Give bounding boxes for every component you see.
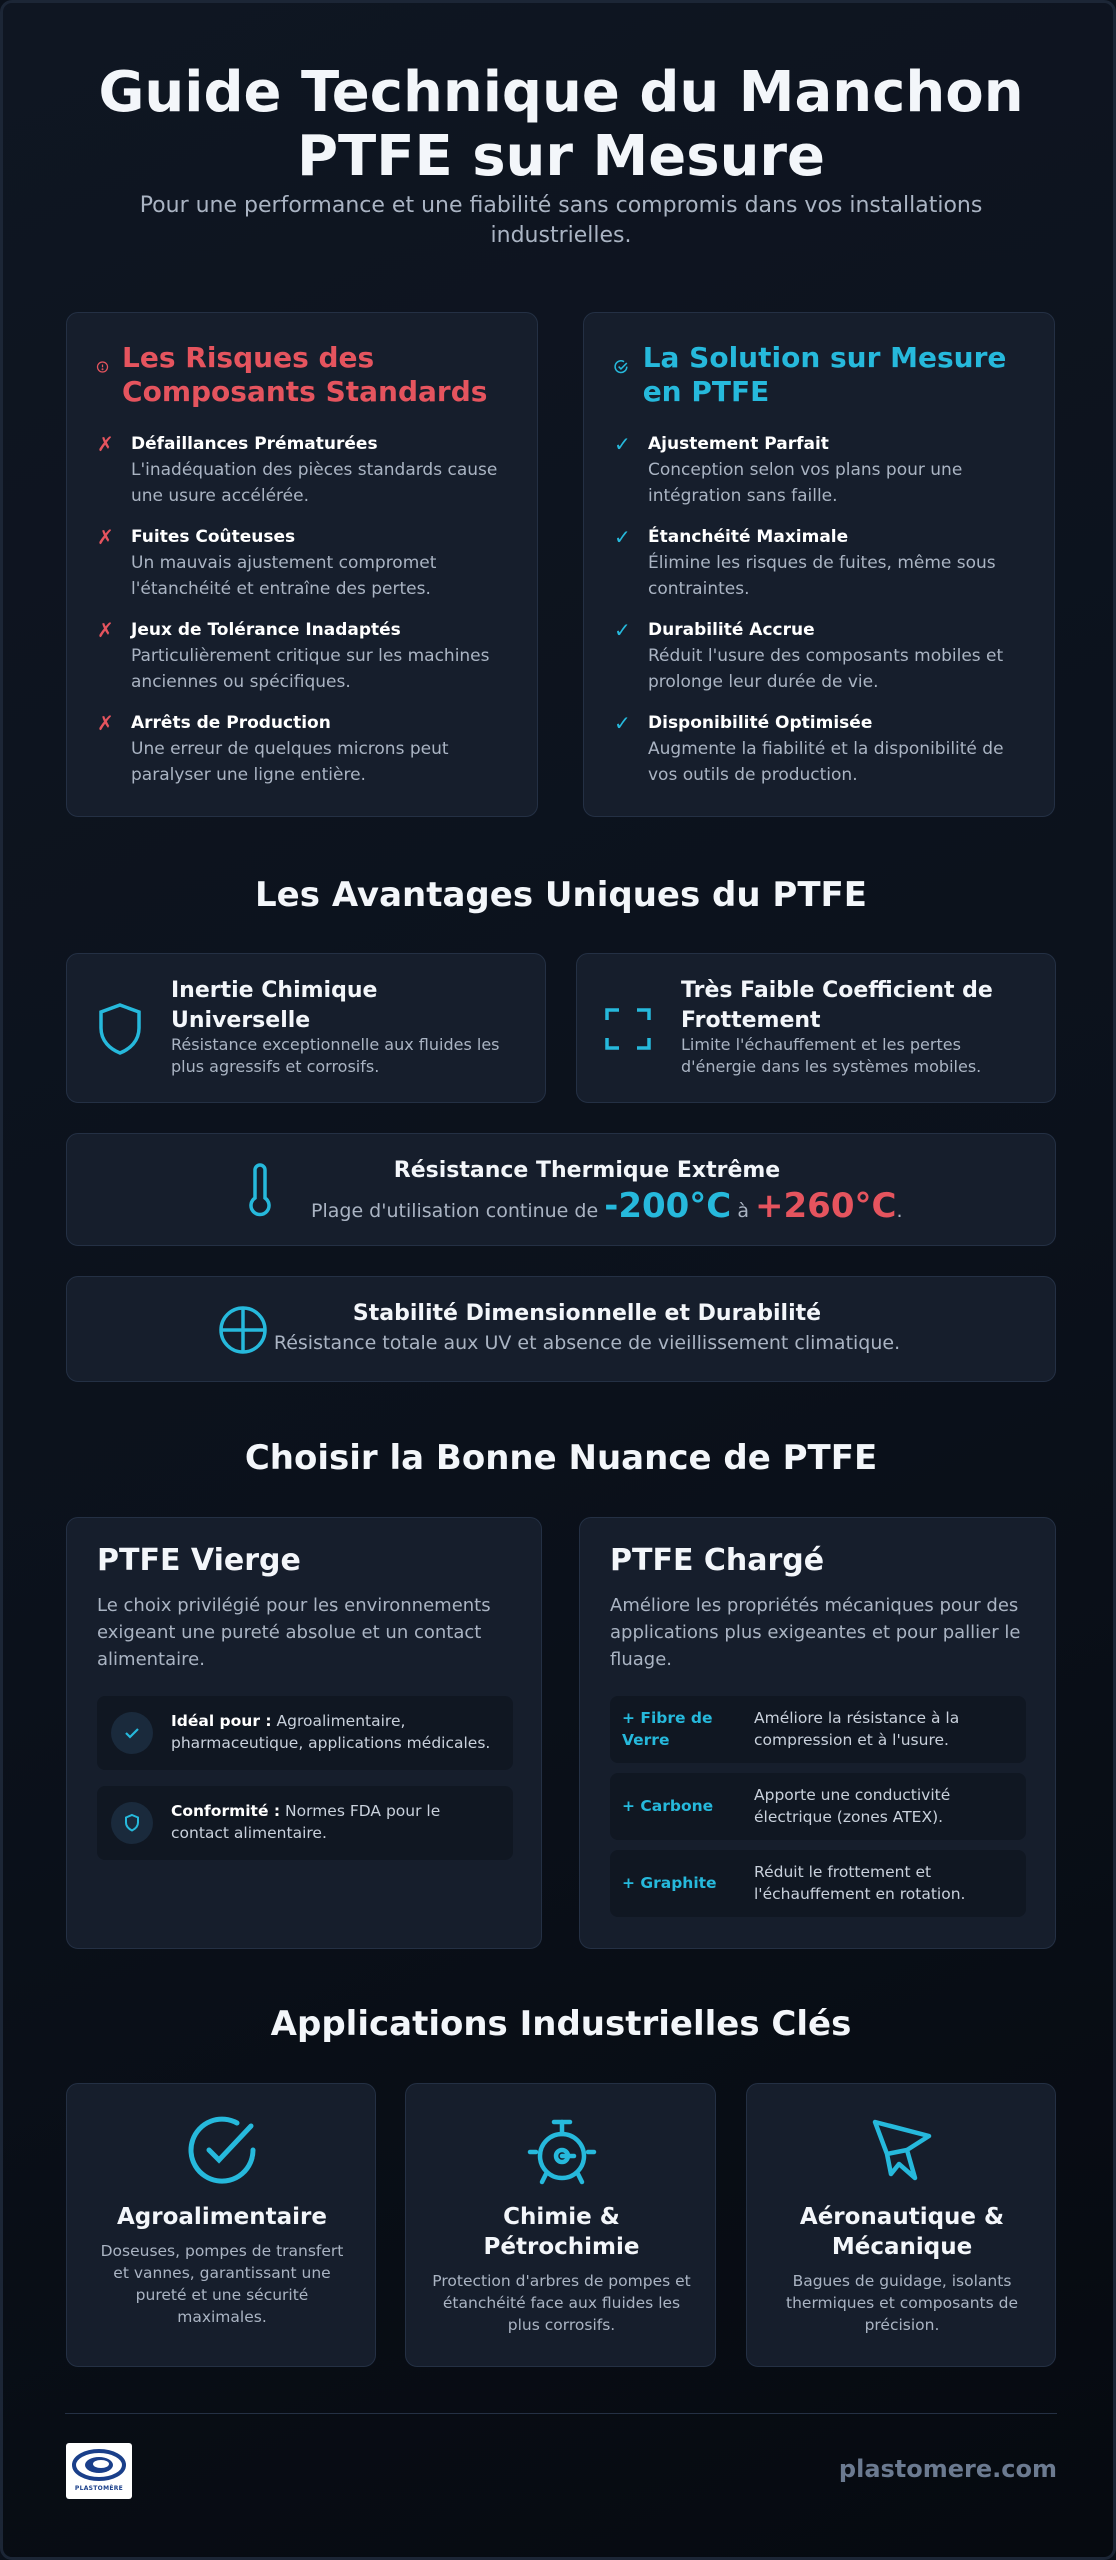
grades-heading: Choisir la Bonne Nuance de PTFE [244, 1438, 878, 1478]
application-text: Bagues de guidage, isolants thermiques et composants de précision. [786, 2272, 1018, 2334]
title-line-1: Guide Technique du Manchon [98, 60, 1024, 125]
grade-title: PTFE Chargé [610, 1543, 825, 1578]
scan-frame-icon [603, 1006, 653, 1052]
filler-row [610, 1696, 1026, 1763]
note-text [171, 1710, 501, 1754]
check-circle-icon [185, 2114, 259, 2188]
title-line-2: PTFE sur Mesure [296, 124, 826, 189]
list-item [614, 431, 1034, 509]
check-icon: ✓ [614, 711, 631, 735]
advantage-title: Inertie Chimique Universelle [171, 978, 378, 1033]
application-text: Protection d'arbres de pompes et étanchéité face aux fluides les plus corrosifs. [432, 2272, 691, 2334]
thermal-max-value: +260°C [755, 1186, 897, 1226]
shield-icon [95, 1001, 145, 1057]
logo-text: PLASTOMÈRE [74, 2485, 124, 2492]
solution-title: La Solution sur Mesure en PTFE [642, 341, 1007, 408]
risk-text: Particulièrement critique sur les machines anciennes ou spécifiques. [131, 646, 490, 692]
note-label: Idéal pour : [171, 1712, 272, 1730]
solution-item-title: Étanchéité Maximale [648, 527, 849, 547]
risk-text: Un mauvais ajustement compromet l'étanchéité et entraîne des pertes. [131, 553, 437, 599]
risks-card [66, 312, 538, 817]
filler-name: + Graphite [622, 1874, 717, 1892]
grade-text: Le choix privilégié pour les environnements exigeant une pureté absolue et un contact alimentaire. [97, 1595, 491, 1670]
advantage-thermal-card [66, 1133, 1056, 1246]
grade-virgin-card [66, 1517, 542, 1949]
application-text: Doseuses, pompes de transfert et vannes, garantissant une pureté et une sécurité maximales. [100, 2242, 344, 2326]
advantage-title: Résistance Thermique Extrême [393, 1158, 781, 1183]
risk-title: Jeux de Tolérance Inadaptés [131, 620, 401, 640]
note-value: Normes FDA pour le contact alimentaire. [171, 1802, 441, 1842]
filler-text: Apporte une conductivité électrique (zones ATEX). [754, 1786, 951, 1826]
solution-item-text: Élimine les risques de fuites, même sous contraintes. [648, 553, 996, 599]
crosshair-circle-icon [217, 1304, 269, 1356]
grade-filled-card [579, 1517, 1056, 1949]
advantage-text: Résistance exceptionnelle aux fluides les plus agressifs et corrosifs. [171, 1035, 500, 1076]
footer-divider [65, 2413, 1057, 2414]
solution-header [612, 341, 1032, 409]
badge [111, 1712, 153, 1754]
application-card [746, 2083, 1056, 2367]
applications-heading: Applications Industrielles Clés [270, 2004, 852, 2044]
solution-item-text: Conception selon vos plans pour une intégration sans faille. [648, 460, 963, 506]
solution-item-text: Réduit l'usure des composants mobiles et prolonge leur durée de vie. [648, 646, 1004, 692]
list-item [614, 710, 1034, 788]
advantage-title: Stabilité Dimensionnelle et Durabilité [352, 1301, 822, 1326]
note-value: Agroalimentaire, pharmaceutique, applications médicales. [171, 1712, 491, 1752]
risk-text: L'inadéquation des pièces standards cause une usure accélérée. [131, 460, 498, 506]
risk-text: Une erreur de quelques microns peut paralyser une ligne entière. [131, 739, 449, 785]
filler-text: Améliore la résistance à la compression et à l'usure. [754, 1709, 960, 1749]
cross-icon: ✗ [97, 432, 114, 456]
note-box [97, 1786, 513, 1860]
shield-small-icon [122, 1813, 142, 1833]
badge [111, 1802, 153, 1844]
solution-item-title: Disponibilité Optimisée [648, 713, 873, 733]
cross-icon: ✗ [97, 525, 114, 549]
list-item [97, 710, 517, 788]
thermal-prefix: Plage d'utilisation continue de [311, 1200, 599, 1222]
filler-row [610, 1773, 1026, 1840]
filler-text: Réduit le frottement et l'échauffement en rotation. [754, 1863, 966, 1903]
list-item [614, 524, 1034, 602]
flask-gear-icon [524, 2114, 600, 2190]
risk-title: Fuites Coûteuses [131, 527, 296, 547]
check-circle-icon [612, 355, 631, 379]
cross-icon: ✗ [97, 711, 114, 735]
plane-icon [869, 2114, 935, 2186]
advantage-chemical-card [66, 953, 546, 1103]
application-card [66, 2083, 376, 2367]
check-icon: ✓ [614, 432, 631, 456]
solution-item-title: Durabilité Accrue [648, 620, 815, 640]
grade-title: PTFE Vierge [97, 1543, 301, 1578]
note-label: Conformité : [171, 1802, 281, 1820]
thermal-range-line [311, 1186, 1011, 1231]
list-item [97, 617, 517, 695]
risk-title: Arrêts de Production [131, 713, 331, 733]
footer-domain-link[interactable]: plastomere.com [838, 2455, 1057, 2483]
advantage-title: Très Faible Coefficient de Frottement [681, 978, 993, 1033]
filler-name: + Fibre de Verre [622, 1709, 713, 1749]
thermal-min-value: -200°C [604, 1186, 732, 1226]
filler-row [610, 1850, 1026, 1917]
thermometer-icon [243, 1162, 277, 1220]
filler-name: + Carbone [622, 1797, 714, 1815]
thermal-suffix: . [896, 1200, 903, 1222]
thermal-joiner: à [737, 1200, 749, 1222]
application-card [405, 2083, 716, 2367]
application-title: Aéronautique & Mécanique [799, 2204, 1005, 2260]
list-item [97, 431, 517, 509]
page-title [63, 61, 1059, 189]
cross-icon: ✗ [97, 618, 114, 642]
solution-item-title: Ajustement Parfait [648, 434, 829, 454]
check-icon: ✓ [614, 525, 631, 549]
note-text [171, 1800, 501, 1844]
advantage-text: Limite l'échauffement et les pertes d'énergie dans les systèmes mobiles. [681, 1035, 982, 1076]
check-icon [122, 1723, 142, 1743]
advantage-stability-card [66, 1276, 1056, 1382]
risk-title: Défaillances Prématurées [131, 434, 378, 454]
solution-card [583, 312, 1055, 817]
advantage-friction-card [576, 953, 1056, 1103]
note-box [97, 1696, 513, 1770]
list-item [614, 617, 1034, 695]
list-item [97, 524, 517, 602]
grade-text: Améliore les propriétés mécaniques pour des applications plus exigeantes et pour pallier le fluage. [610, 1595, 1021, 1670]
risks-title: Les Risques des Composants Standards [122, 341, 488, 408]
advantages-heading: Les Avantages Uniques du PTFE [255, 875, 867, 915]
advantage-text: Résistance totale aux UV et absence de vieillissement climatique. [273, 1332, 901, 1354]
application-title: Agroalimentaire [117, 2204, 327, 2230]
company-logo[interactable] [66, 2443, 132, 2499]
solution-item-text: Augmente la fiabilité et la disponibilité de vos outils de production. [648, 739, 1004, 785]
risks-header [95, 341, 515, 409]
application-title: Chimie & Pétrochimie [483, 2204, 640, 2260]
page-subtitle: Pour une performance et une fiabilité sans compromis dans vos installations industrielles. [139, 193, 983, 248]
check-icon: ✓ [614, 618, 631, 642]
alert-circle-icon [95, 355, 110, 379]
